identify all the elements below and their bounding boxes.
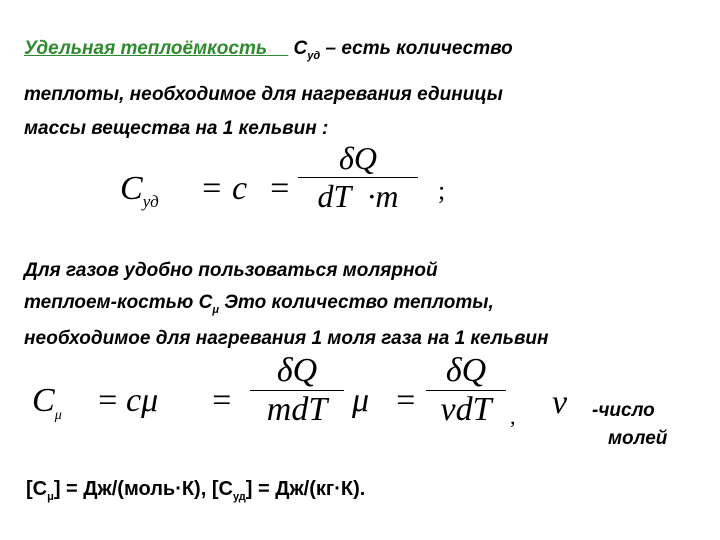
formula2-frac1-denominator: mdT — [266, 391, 328, 428]
symbol-c: C — [293, 38, 308, 59]
symbol-sub: уд — [307, 49, 321, 62]
formula1-eq1: = — [200, 170, 223, 207]
formula2-eq3: = — [394, 382, 417, 419]
formula1-lhs: $C_{уд}$ — [120, 170, 159, 211]
formula1-fraction — [298, 140, 418, 215]
definition-line-2: теплоты, необходимое для нагревания единицы — [24, 84, 503, 105]
formula2-nu: ν — [552, 384, 568, 421]
formula2-fraction-2 — [426, 352, 506, 429]
formula2-fraction-1 — [250, 352, 344, 429]
formula2-cmu: cμ — [126, 382, 159, 419]
formula2-eq1: = — [96, 382, 119, 419]
nu-note-line-2: молей — [608, 428, 668, 449]
formula1-eq2: = — [268, 170, 291, 207]
formula2-frac2-denominator: νdT — [440, 391, 492, 428]
definition-rest: – есть количество — [320, 38, 513, 59]
formula1-numerator: δQ — [339, 140, 377, 176]
definition-line-1 — [24, 34, 513, 71]
gas-line-1: Для газов удобно пользоваться молярной — [24, 260, 438, 281]
gas-line-3: необходимое для нагревания 1 моля газа на 1 кельвин — [24, 328, 549, 349]
formula2-eq2: = — [210, 382, 233, 419]
units-line: $[C_\mu]$ = Дж/(моль·К), $[C_{уд}] = Дж/(кг\cdot К)$. — [26, 478, 366, 503]
nu-note-line-1: -число — [592, 400, 655, 421]
term-specific-heat: Удельная теплоёмкость — [24, 38, 268, 59]
gas-line-2: теплоем-костью $C_\mu$ Это количество теплоты, — [24, 292, 494, 316]
formula2-lhs: $C_\mu$ — [32, 382, 62, 423]
formula1-semicolon: ; — [438, 176, 446, 205]
definition-line-3: массы вещества на 1 кельвин : — [24, 118, 329, 139]
formula2-frac1-numerator: δQ — [276, 352, 318, 389]
formula1-denominator: dT ·m — [317, 178, 399, 214]
formula2-frac2-numerator: δQ — [445, 352, 487, 389]
formula2-comma: , — [510, 404, 516, 429]
formula1-c: c — [232, 170, 248, 207]
formula2-mu: μ — [352, 382, 370, 419]
